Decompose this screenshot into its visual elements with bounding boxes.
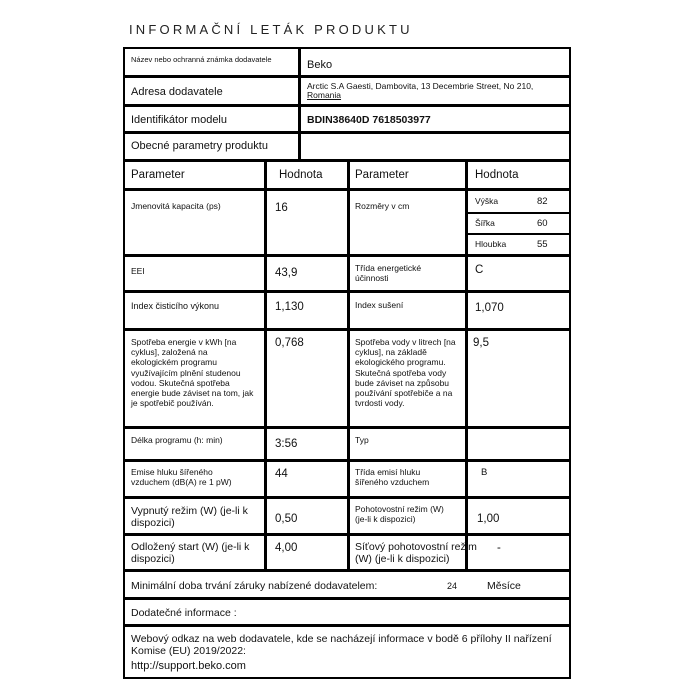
eei-label: EEI [131,266,145,276]
supplier-name-label: Název nebo ochranná známka dodavatele [131,55,272,64]
energy-class-label [351,258,467,291]
divider [465,159,468,571]
type-label: Typ [355,435,369,445]
divider [347,159,350,571]
address-line-2: Romania [307,89,342,100]
divider [125,131,571,134]
standby-mode-value: 1,00 [477,513,500,525]
capacity-value: 16 [275,202,288,214]
water-consumption-line: tvrdosti vody. [355,398,405,409]
energy-consumption-label [127,332,265,427]
type-value [469,430,571,460]
weblink-text-line2: Komise (EU) 2019/2022: [131,645,246,658]
energy-consumption-value: 0,768 [275,337,304,349]
network-standby-value: - [497,542,501,554]
network-standby-label [351,537,481,570]
energy-consumption-line: energie bude záviset na tom, jak [131,387,254,398]
divider [125,624,571,627]
energy-class-label-line2: účinnosti [355,272,389,283]
warranty-value: 24 [447,581,458,591]
energy-consumption-line: ekologickém programu [131,357,217,368]
supplier-address-label: Adresa dodavatele [131,86,223,98]
standby-mode-label [351,500,467,534]
depth-label: Hloubka [475,239,507,249]
water-consumption-label [351,332,469,427]
delay-start-label [127,537,263,570]
divider [264,159,267,571]
water-consumption-line: používání spotřebiče a na [355,387,453,398]
supplier-name-value: Beko [307,59,333,71]
model-identifier-label: Identifikátor modelu [131,114,227,126]
height-label: Výška [475,196,499,206]
noise-class-value: B [481,467,488,478]
document-title: INFORMAČNÍ LETÁK PRODUKTU [129,22,413,37]
cleaning-index-value: 1,130 [275,301,304,313]
cleaning-index-label: Index čisticího výkonu [131,301,220,311]
divider [467,212,571,214]
drying-index-label: Index sušení [355,300,404,310]
weblink-text-line1: Webový odkaz na web dodavatele, kde se nacházejí informace v bodě 6 přílohy II nařízení [131,633,552,645]
noise-label-line2: vzduchem (dB(A) re 1 pW) [131,476,232,487]
energy-consumption-line: je spotřebič používán. [131,398,214,409]
product-info-sheet [123,47,571,679]
network-standby-label-line1: Síťový pohotovostní režim [355,541,477,553]
water-consumption-line: cyklus], na základě [355,347,427,358]
standby-mode-label-line1: Pohotovostní režim (W) [355,504,444,514]
energy-class-label-line1: Třída energetické [355,263,422,273]
water-consumption-line: ekologického programu. [355,357,446,368]
general-parameters-value [303,134,571,159]
program-duration-value: 3:56 [275,438,298,450]
divider [298,49,301,161]
width-value: 60 [537,218,548,229]
header-value-1: Hodnota [279,169,323,181]
warranty-label: Minimální doba trvání záruky nabízené dodavatelem: [131,580,378,592]
delay-start-label-line2: dispozici) [131,553,175,566]
program-duration-label: Délka programu (h: min) [131,435,223,445]
delay-start-label-line1: Odložený start (W) (je-li k [131,541,250,553]
energy-consumption-line: Spotřeba energie v kWh [na [131,337,237,347]
energy-consumption-line: využívajícím plnění studenou [131,367,241,378]
divider [467,233,571,235]
noise-value: 44 [275,468,288,480]
general-parameters-label: Obecné parametry produktu [131,140,268,152]
divider [125,75,571,78]
divider [125,597,571,600]
address-line-1: Arctic S.A Gaesti, Dambovita, 13 Decembrie Street, No 210, [307,81,534,91]
noise-class-label-line2: šířeného vzduchem [355,476,430,487]
eei-value: 43,9 [275,267,298,279]
standby-mode-label-line2: (je-li k dispozici) [355,513,416,524]
off-mode-label-line2: dispozici) [131,517,175,530]
supplier-address-value [303,78,571,105]
water-consumption-value: 9,5 [473,337,489,349]
noise-label-line1: Emise hluku šířeného [131,467,213,477]
header-parameter-1: Parameter [131,169,185,181]
capacity-label: Jmenovitá kapacita (ps) [131,201,221,211]
noise-class-label [351,463,467,497]
additional-info-label: Dodatečné informace : [131,607,237,619]
off-mode-value: 0,50 [275,513,298,525]
divider [125,104,571,107]
water-consumption-line: bude záviset na způsobu [355,377,450,388]
delay-start-value: 4,00 [275,542,298,554]
header-parameter-2: Parameter [355,169,409,181]
network-standby-label-line2: (W) (je-li k dispozici) [355,553,450,566]
header-value-2: Hodnota [475,169,519,181]
off-mode-label [127,500,263,534]
weblink-block [127,628,571,678]
width-label: Šířka [475,218,495,228]
energy-consumption-line: vodou. Skutečná spotřeba [131,377,230,388]
water-consumption-line: Spotřeba vody v litrech [na [355,337,456,347]
off-mode-label-line1: Vypnutý režim (W) (je-li k [131,505,248,517]
drying-index-value: 1,070 [475,302,504,314]
energy-consumption-line: cyklus], založená na [131,347,208,358]
noise-label [127,463,263,497]
energy-class-value: C [475,264,484,276]
model-identifier-value: BDIN38640D 7618503977 [307,114,431,126]
support-url-link[interactable]: http://support.beko.com [131,660,246,673]
depth-value: 55 [537,239,548,250]
water-consumption-line: Skutečná spotřeba vody [355,367,447,378]
warranty-unit: Měsíce [487,580,521,592]
noise-class-label-line1: Třída emisí hluku [355,467,421,477]
dimensions-label: Rozměry v cm [355,201,410,211]
height-value: 82 [537,196,548,207]
